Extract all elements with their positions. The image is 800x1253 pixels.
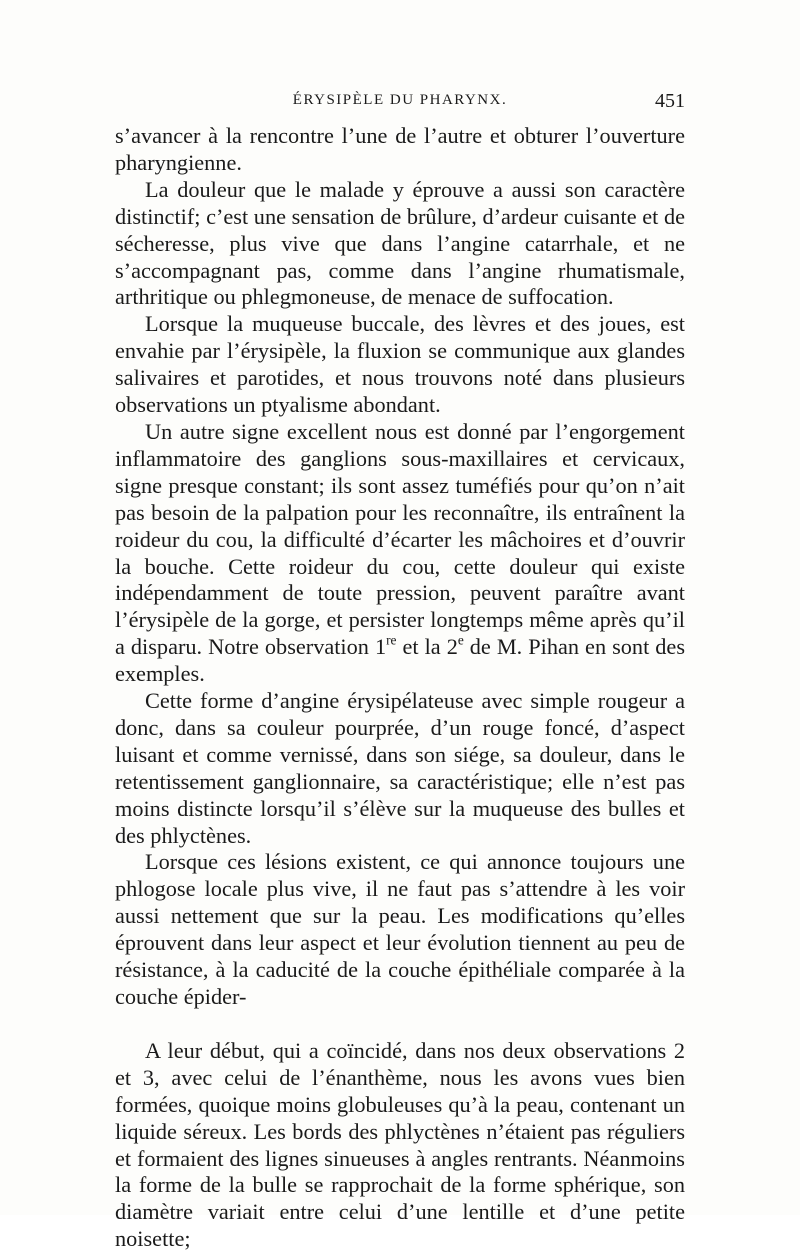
paragraph-4 [115,419,685,688]
paragraph-4-mid: et la [396,634,447,660]
paragraph-4-text: Un autre signe excellent nous est donné par l’engorgement inflammatoire des ganglions sous-maxillaires et cervicaux, signe presque constant; ils sont assez tuméfiés pour qu’on n’ait pas besoin de la palpation pour les reconnaître, ils entraînent la roideur du cou, la difficulté d’écarter les mâchoires et d’ouvrir la bouche. Cette roideur du cou, cette douleur qui existe indépendamment de toute pression, peuvent paraître avant l’érysipèle de la gorge, et persister longtemps même après qu’il a disparu. Notre observation [115,418,685,660]
paragraph-7: A leur début, qui a coïncidé, dans nos deux observations 2 et 3, avec celui de l’énanthème, nous les avons vues bien formées, quoique moins globuleuses qu’à la peau, contenant un liquide séreux. Les bords des phlyctènes n’étaient pas réguliers et formaient des lignes sinueuses à angles rentrants. Néanmoins la forme de la bulle se rapprochait de la forme sphérique, son diamètre variait entre celui d’une lentille et d’une petite noisette; [115,1037,685,1252]
paragraph-6: Lorsque ces lésions existent, ce qui annonce toujours une phlogose locale plus vive, il ne faut pas s’attendre à les voir aussi nettement que sur la peau. Les modifications qu’elles éprouvent dans leur aspect et leur évolution tiennent au peu de résistance, à la caducité de la couche épithéliale comparée à la couche épider- [115,849,685,1009]
ordinal-second: 2e [446,632,464,660]
body-text [115,123,685,1253]
paragraph-2: La douleur que le malade y éprouve a aussi son caractère distinctif; c’est une sensation de brûlure, d’ardeur cuisante et de sécheresse, plus vive que dans l’angine catarrhale, et ne s’accompagnant pas, comme dans l’angine rhumatismale, arthritique ou phlegmoneuse, de menace de suffocation. [115,176,685,310]
paragraph-3: Lorsque la muqueuse buccale, des lèvres et des joues, est envahie par l’érysipèle, la fluxion se communique aux glandes salivaires et parotides, et nous trouvons noté dans plusieurs observations un ptyalisme abondant. [115,311,685,418]
page-number: 451 [655,90,685,112]
paragraph-4-end: de M. Pihan en sont des exemples. [115,634,685,687]
running-title: ÉRYSIPÈLE DU PHARYNX. [292,92,508,108]
ordinal-first: 1re [374,632,397,660]
paragraph-5: Cette forme d’angine érysipélateuse avec simple rougeur a donc, dans sa couleur pourprée, d’un rouge foncé, d’aspect luisant et comme vernissé, dans son siége, sa douleur, dans le retentissement ganglionnaire, sa caractéristique; elle n’est pas moins distincte lorsqu’il s’élève sur la muqueuse des bulles et des phlyctènes. [115,688,685,848]
paragraph-1: s’avancer à la rencontre l’une de l’autre et obturer l’ouverture pharyngienne. [115,123,685,175]
page-header [115,92,685,122]
